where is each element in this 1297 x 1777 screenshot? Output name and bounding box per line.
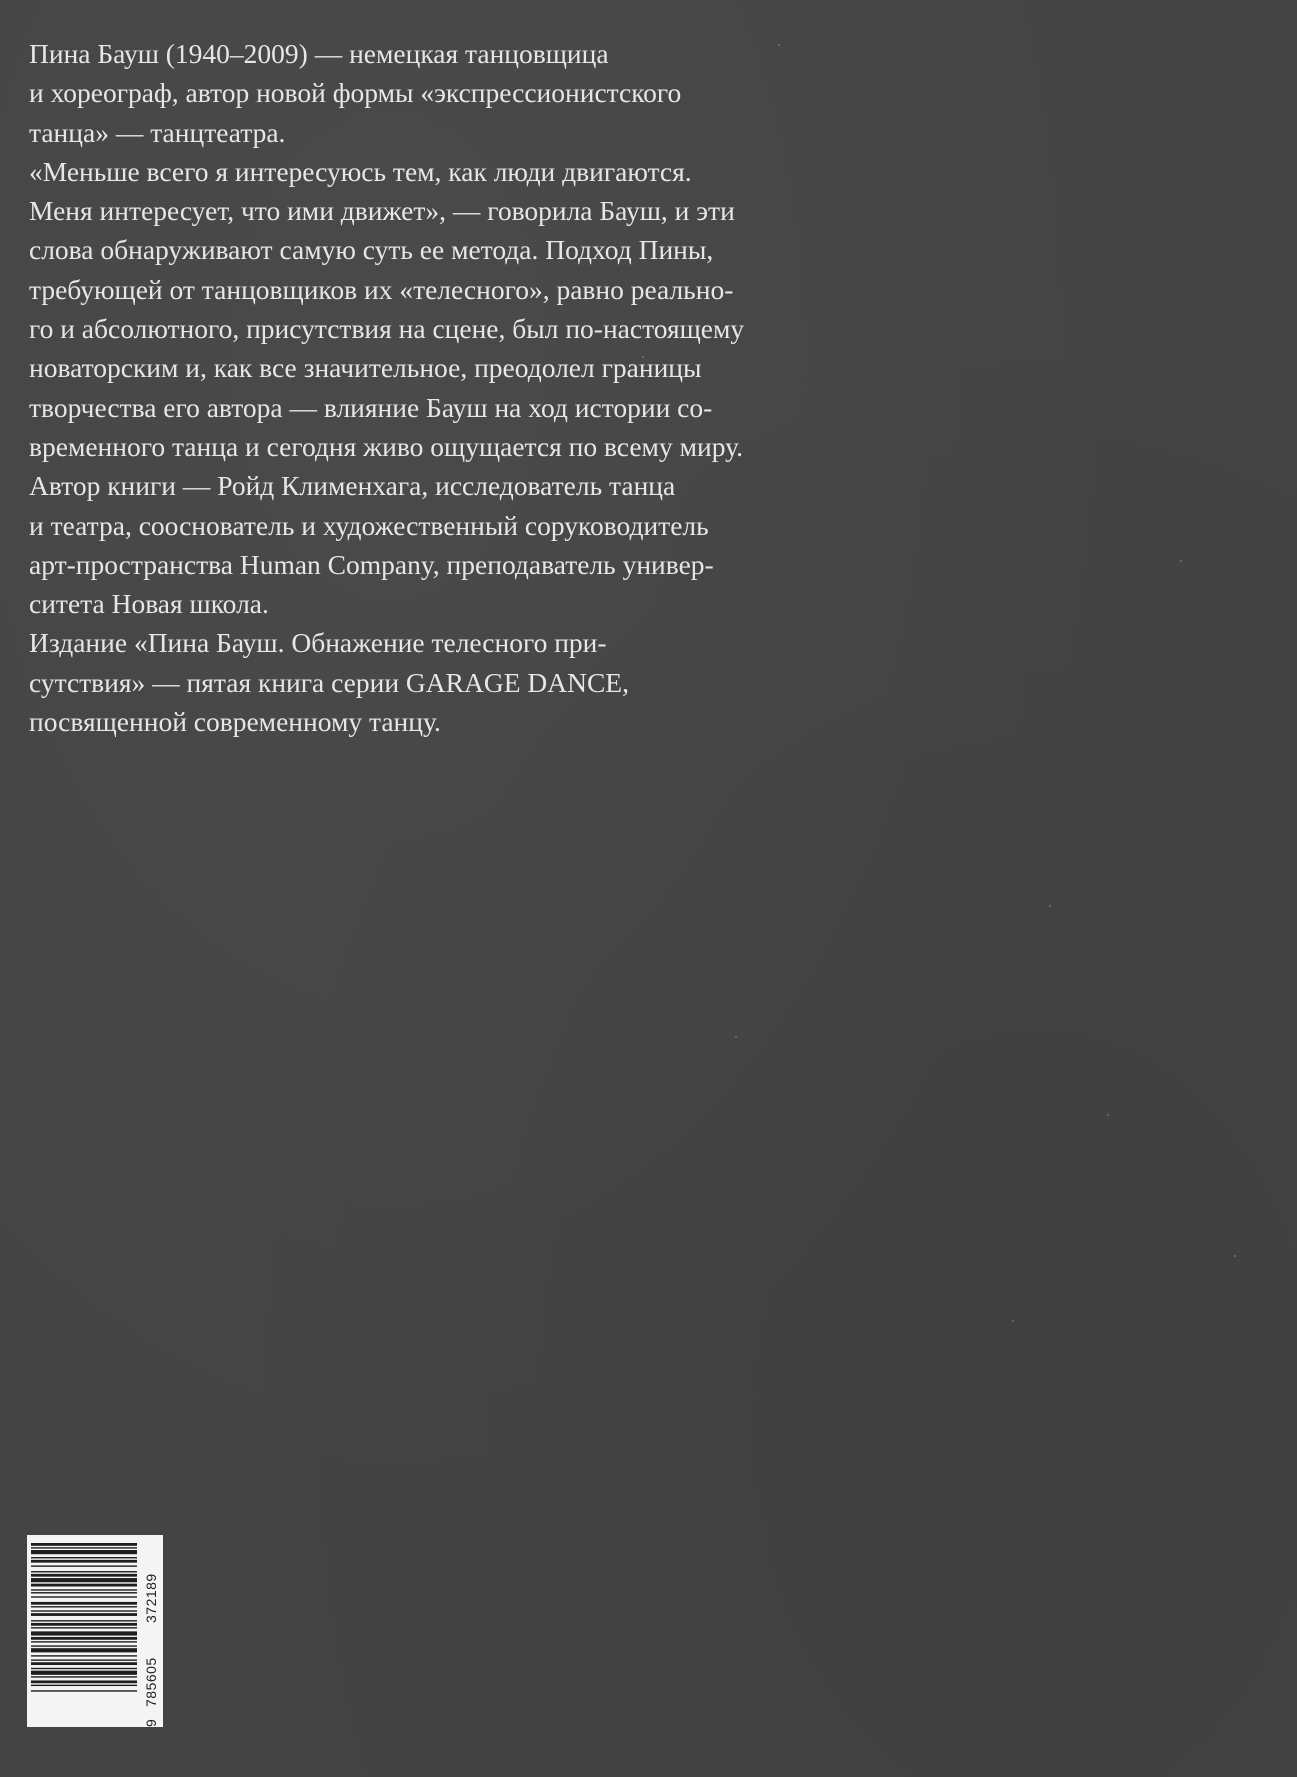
barcode-bar: [31, 1602, 137, 1605]
barcode-bar: [31, 1565, 137, 1566]
barcode-bar: [31, 1676, 137, 1677]
barcode-digit-lead: 9: [143, 1718, 159, 1727]
barcode-bar: [31, 1690, 137, 1691]
barcode-bar: [31, 1620, 137, 1621]
blurb-line: временного танца и сегодня живо ощущается по всему миру.: [29, 430, 743, 462]
blurb-line: новаторским и, как все значительное, преодолел границы: [29, 352, 702, 384]
barcode-bar: [31, 1623, 137, 1626]
barcode-bar: [31, 1574, 137, 1577]
barcode-bar: [31, 1596, 137, 1597]
barcode-digits-group-2: 372189: [143, 1573, 159, 1623]
blurb-line: слова обнаруживают самую суть ее метода. Подход Пины,: [29, 234, 714, 266]
barcode-bar: [31, 1578, 137, 1582]
barcode-bar: [31, 1637, 137, 1640]
blurb-line: Автор книги — Ройд Клименхага, исследователь танца: [29, 470, 676, 502]
barcode-bar: [31, 1589, 137, 1590]
blurb-line: Пина Бауш (1940–2009) — немецкая танцовщица: [29, 38, 609, 69]
blurb-line: Меня интересует, что ими движет», — говорила Бауш, и эти: [29, 195, 735, 227]
blurb-line: арт-пространства Human Company, преподаватель универ-: [29, 548, 714, 580]
barcode-bar: [31, 1627, 137, 1628]
barcode-bar: [31, 1662, 137, 1665]
blurb-line: и хореограф, автор новой формы «экспрессионистского: [29, 77, 682, 109]
barcode-bar: [31, 1543, 137, 1546]
barcode-bar: [31, 1592, 137, 1593]
blurb-line: требующей от танцовщиков их «телесного», равно реально-: [29, 273, 734, 305]
barcode-bar: [31, 1685, 137, 1686]
barcode-bar: [31, 1584, 137, 1587]
blurb-line: творчества его автора — влияние Бауш на ход истории со-: [29, 391, 713, 423]
barcode-bar: [31, 1571, 137, 1572]
barcode-bar: [31, 1641, 137, 1642]
barcode-bar: [31, 1547, 137, 1548]
isbn-barcode: [27, 1535, 163, 1727]
blurb-text: [29, 34, 909, 741]
barcode-bar: [31, 1659, 137, 1660]
barcode-bar: [31, 1610, 137, 1611]
blurb-line: ситета Новая школа.: [29, 588, 269, 620]
barcode-bar: [31, 1550, 137, 1554]
barcode-bar: [31, 1680, 137, 1683]
barcode-bar: [31, 1671, 137, 1675]
blurb-line: танца» — танцтеатра.: [29, 116, 286, 148]
barcode-bar: [31, 1606, 137, 1607]
barcode-bar: [31, 1668, 137, 1669]
blurb-line: сутствия» — пятая книга серии GARAGE DANCE,: [29, 666, 629, 698]
barcode-bar: [31, 1613, 137, 1616]
barcode-bar: [31, 1645, 137, 1646]
barcode-bar: [31, 1655, 137, 1656]
barcode-digits-group-1: 785605: [143, 1657, 159, 1707]
blurb-line: и театра, сооснователь и художественный соруководитель: [29, 509, 709, 541]
blurb-line: го и абсолютного, присутствия на сцене, был по-настоящему: [29, 313, 745, 345]
barcode-bar: [31, 1557, 137, 1558]
barcode-digits: [143, 1545, 161, 1727]
barcode-bar: [31, 1631, 137, 1635]
blurb-line: Издание «Пина Бауш. Обнажение телесного при-: [29, 627, 607, 659]
barcode-bar: [31, 1648, 137, 1652]
blurb-line: «Меньше всего я интересуюсь тем, как люди двигаются.: [29, 155, 692, 187]
barcode-bar: [31, 1560, 137, 1563]
blurb-line: посвященной современному танцу.: [29, 706, 441, 738]
